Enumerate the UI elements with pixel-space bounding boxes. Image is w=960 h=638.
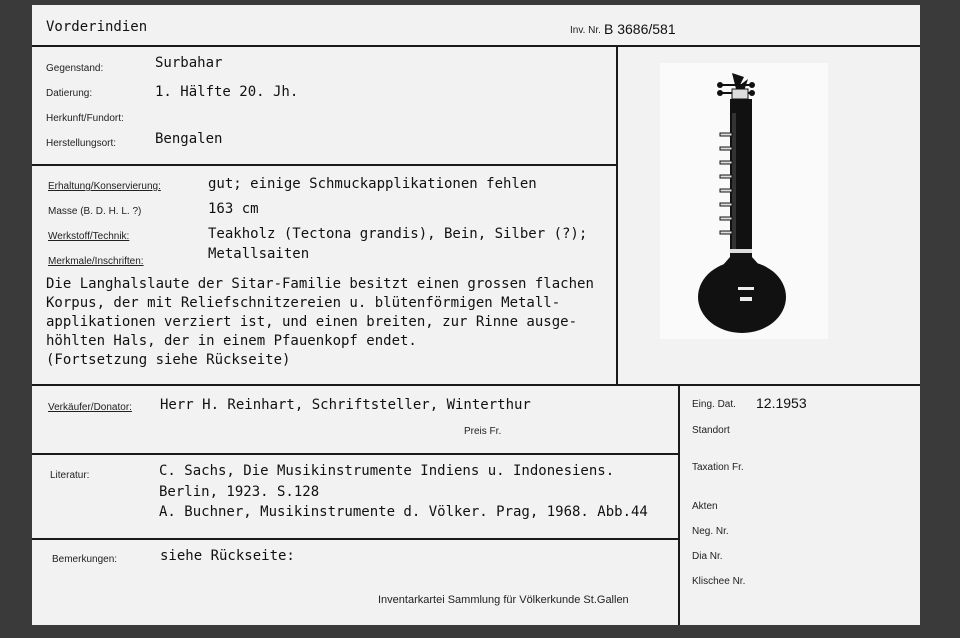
- rule-description: [32, 384, 920, 386]
- literatur-line: C. Sachs, Die Musikinstrumente Indiens u. Indonesiens.: [159, 463, 615, 479]
- description-line: Korpus, der mit Reliefschnitzereien u. blütenförmigen Metall-: [46, 295, 561, 311]
- masse-label: Masse (B. D. H. L. ?): [48, 206, 142, 217]
- werkstoff-value-line2: Metallsaiten: [208, 246, 310, 262]
- literatur-label: Literatur:: [50, 470, 90, 481]
- rule-right-column: [678, 384, 680, 625]
- rule-photo-left: [616, 45, 618, 386]
- dia-nr-label: Dia Nr.: [692, 551, 723, 562]
- merkmale-label: Merkmale/Inschriften:: [48, 256, 144, 267]
- description-line: Die Langhalslaute der Sitar-Familie besitzt einen grossen flachen: [46, 276, 594, 292]
- bemerkungen-label: Bemerkungen:: [52, 554, 118, 565]
- herstellungsort-value: Bengalen: [155, 131, 223, 147]
- taxation-label: Taxation Fr.: [692, 462, 744, 473]
- eing-dat-value: 12.1953: [756, 395, 807, 411]
- erhaltung-label: Erhaltung/Konservierung:: [48, 181, 161, 192]
- inv-nr-label: Inv. Nr.: [570, 25, 601, 36]
- gegenstand-label: Gegenstand:: [46, 63, 104, 74]
- neg-nr-label: Neg. Nr.: [692, 526, 729, 537]
- erhaltung-value: gut; einige Schmuckapplikationen fehlen: [208, 176, 537, 192]
- inv-nr-value: B 3686/581: [604, 21, 676, 37]
- description-line: (Fortsetzung siehe Rückseite): [46, 352, 291, 368]
- verkaeufer-label: Verkäufer/Donator:: [48, 402, 132, 413]
- literatur-line: A. Buchner, Musikinstrumente d. Völker. Prag, 1968. Abb.44: [159, 504, 648, 520]
- instrument-photo: [660, 63, 828, 339]
- rule-seller: [32, 453, 678, 455]
- rule-header: [32, 45, 920, 47]
- akten-label: Akten: [692, 501, 718, 512]
- werkstoff-label: Werkstoff/Technik:: [48, 231, 130, 242]
- literatur-line: Berlin, 1923. S.128: [159, 484, 320, 500]
- region-title: Vorderindien: [46, 19, 148, 35]
- bemerkungen-value: siehe Rückseite:: [160, 548, 295, 564]
- masse-value: 163 cm: [208, 201, 259, 217]
- gegenstand-value: Surbahar: [155, 55, 223, 71]
- footer-note: Inventarkartei Sammlung für Völkerkunde St.Gallen: [378, 594, 629, 606]
- inventory-card: [32, 5, 920, 625]
- surbahar-illustration: [660, 63, 828, 339]
- klischee-nr-label: Klischee Nr.: [692, 576, 746, 587]
- description-line: höhlten Hals, der in einem Pfauenkopf endet.: [46, 333, 417, 349]
- herkunft-label: Herkunft/Fundort:: [46, 113, 124, 124]
- herstellungsort-label: Herstellungsort:: [46, 138, 117, 149]
- description-line: applikationen verziert ist, und einen breiten, zur Rinne ausge-: [46, 314, 578, 330]
- verkaeufer-value: Herr H. Reinhart, Schriftsteller, Winterthur: [160, 397, 531, 413]
- rule-object: [32, 164, 616, 166]
- eing-dat-label: Eing. Dat.: [692, 399, 736, 410]
- standort-label: Standort: [692, 425, 730, 436]
- datierung-label: Datierung:: [46, 88, 93, 99]
- preis-label: Preis Fr.: [464, 426, 502, 437]
- rule-literature: [32, 538, 678, 540]
- werkstoff-value-line1: Teakholz (Tectona grandis), Bein, Silber (?);: [208, 226, 588, 242]
- datierung-value: 1. Hälfte 20. Jh.: [155, 84, 299, 100]
